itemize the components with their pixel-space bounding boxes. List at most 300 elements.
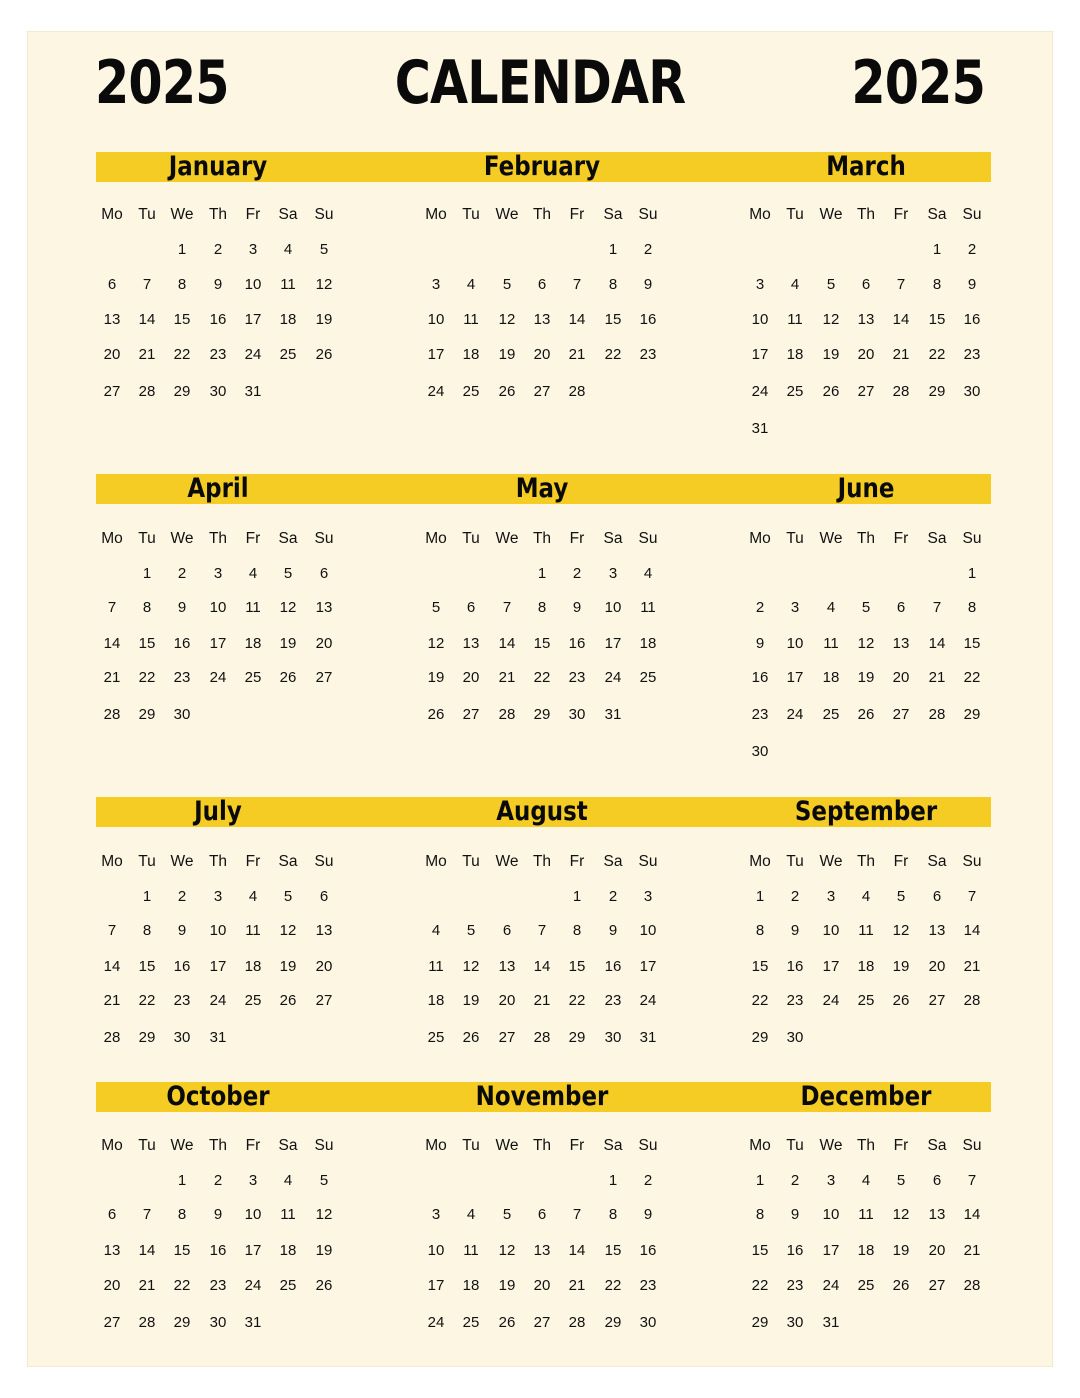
day-march-23: 23 — [963, 346, 981, 363]
day-january-28: 28 — [138, 383, 156, 400]
day-july-5: 5 — [283, 888, 293, 905]
day-august-21: 21 — [533, 992, 551, 1009]
weekday-label-fr: Fr — [569, 1137, 585, 1154]
day-february-23: 23 — [639, 346, 657, 363]
day-october-20: 20 — [103, 1277, 121, 1294]
day-december-26: 26 — [892, 1277, 910, 1294]
day-june-23: 23 — [751, 706, 769, 723]
day-march-8: 8 — [932, 276, 942, 293]
day-august-24: 24 — [639, 992, 657, 1009]
day-april-17: 17 — [209, 635, 227, 652]
day-january-12: 12 — [315, 276, 333, 293]
day-may-28: 28 — [498, 706, 516, 723]
day-november-6: 6 — [537, 1206, 547, 1223]
day-december-8: 8 — [755, 1206, 765, 1223]
day-january-30: 30 — [209, 383, 227, 400]
day-july-29: 29 — [138, 1029, 156, 1046]
day-august-11: 11 — [428, 958, 444, 975]
day-march-4: 4 — [790, 276, 800, 293]
weekday-label-tu: Tu — [786, 853, 804, 870]
weekday-label-fr: Fr — [245, 206, 261, 223]
weekday-label-fr: Fr — [893, 853, 909, 870]
day-december-25: 25 — [857, 1277, 875, 1294]
day-may-23: 23 — [568, 669, 586, 686]
weekday-label-sa: Sa — [278, 1137, 298, 1154]
day-april-11: 11 — [245, 599, 261, 616]
day-february-3: 3 — [431, 276, 441, 293]
day-may-29: 29 — [533, 706, 551, 723]
weekday-label-we: We — [819, 853, 843, 870]
day-july-25: 25 — [244, 992, 262, 1009]
weekday-label-tu: Tu — [462, 1137, 480, 1154]
day-june-1: 1 — [967, 565, 977, 582]
day-august-30: 30 — [604, 1029, 622, 1046]
day-may-25: 25 — [639, 669, 657, 686]
day-august-9: 9 — [608, 922, 618, 939]
weekday-label-th: Th — [856, 853, 876, 870]
month-title-october: October — [166, 1081, 270, 1112]
weekday-label-th: Th — [532, 1137, 552, 1154]
day-august-23: 23 — [604, 992, 622, 1009]
day-november-25: 25 — [462, 1314, 480, 1331]
day-march-17: 17 — [751, 346, 769, 363]
day-july-31: 31 — [209, 1029, 227, 1046]
weekday-label-fr: Fr — [893, 206, 909, 223]
day-august-29: 29 — [568, 1029, 586, 1046]
day-november-12: 12 — [498, 1242, 516, 1259]
day-december-19: 19 — [892, 1242, 910, 1259]
day-november-10: 10 — [427, 1242, 445, 1259]
month-title-september: September — [794, 796, 938, 827]
day-june-5: 5 — [861, 599, 871, 616]
weekday-label-we: We — [819, 530, 843, 547]
day-october-24: 24 — [244, 1277, 262, 1294]
day-june-22: 22 — [963, 669, 981, 686]
day-january-17: 17 — [244, 311, 262, 328]
day-july-3: 3 — [213, 888, 223, 905]
day-june-17: 17 — [786, 669, 804, 686]
weekday-label-tu: Tu — [786, 206, 804, 223]
day-january-9: 9 — [213, 276, 223, 293]
day-september-26: 26 — [892, 992, 910, 1009]
month-title-february: February — [483, 151, 601, 182]
day-july-17: 17 — [209, 958, 227, 975]
day-october-10: 10 — [244, 1206, 262, 1223]
day-september-3: 3 — [826, 888, 836, 905]
day-october-5: 5 — [319, 1172, 329, 1189]
day-july-7: 7 — [107, 922, 117, 939]
day-december-1: 1 — [755, 1172, 765, 1189]
day-may-30: 30 — [568, 706, 586, 723]
weekday-label-th: Th — [208, 853, 228, 870]
day-december-30: 30 — [786, 1314, 804, 1331]
weekday-label-mo: Mo — [101, 853, 123, 870]
day-january-31: 31 — [244, 383, 262, 400]
weekday-label-we: We — [819, 206, 843, 223]
day-october-1: 1 — [177, 1172, 187, 1189]
day-may-20: 20 — [462, 669, 480, 686]
day-may-9: 9 — [572, 599, 582, 616]
day-july-24: 24 — [209, 992, 227, 1009]
day-january-11: 11 — [280, 276, 296, 293]
day-march-6: 6 — [861, 276, 871, 293]
day-march-29: 29 — [928, 383, 946, 400]
day-september-4: 4 — [861, 888, 871, 905]
day-march-19: 19 — [822, 346, 840, 363]
weekday-label-mo: Mo — [425, 853, 447, 870]
weekday-label-sa: Sa — [603, 530, 623, 547]
day-may-13: 13 — [462, 635, 480, 652]
day-december-20: 20 — [928, 1242, 946, 1259]
day-january-25: 25 — [279, 346, 297, 363]
day-february-15: 15 — [604, 311, 622, 328]
day-june-30: 30 — [751, 743, 769, 760]
day-april-25: 25 — [244, 669, 262, 686]
day-august-14: 14 — [533, 958, 551, 975]
weekday-label-we: We — [170, 206, 194, 223]
weekday-label-mo: Mo — [425, 206, 447, 223]
day-december-12: 12 — [892, 1206, 910, 1223]
weekday-label-sa: Sa — [603, 206, 623, 223]
year-left: 2025 — [95, 48, 229, 118]
weekday-label-sa: Sa — [927, 1137, 947, 1154]
day-may-19: 19 — [427, 669, 445, 686]
day-april-6: 6 — [319, 565, 329, 582]
day-march-28: 28 — [892, 383, 910, 400]
day-december-17: 17 — [822, 1242, 840, 1259]
day-june-14: 14 — [928, 635, 946, 652]
day-july-19: 19 — [279, 958, 297, 975]
day-april-14: 14 — [103, 635, 121, 652]
day-june-28: 28 — [928, 706, 946, 723]
day-may-1: 1 — [537, 565, 547, 582]
day-october-17: 17 — [244, 1242, 262, 1259]
day-may-31: 31 — [604, 706, 622, 723]
day-november-15: 15 — [604, 1242, 622, 1259]
day-july-22: 22 — [138, 992, 156, 1009]
day-june-8: 8 — [967, 599, 977, 616]
weekday-label-su: Su — [638, 1137, 658, 1154]
day-september-21: 21 — [963, 958, 981, 975]
weekday-label-fr: Fr — [893, 1137, 909, 1154]
day-may-12: 12 — [427, 635, 445, 652]
day-june-20: 20 — [892, 669, 910, 686]
weekday-label-su: Su — [314, 853, 334, 870]
weekday-label-fr: Fr — [569, 206, 585, 223]
day-november-14: 14 — [568, 1242, 586, 1259]
day-october-31: 31 — [244, 1314, 262, 1331]
day-august-28: 28 — [533, 1029, 551, 1046]
day-september-18: 18 — [857, 958, 875, 975]
day-september-13: 13 — [928, 922, 946, 939]
day-may-21: 21 — [498, 669, 516, 686]
day-february-26: 26 — [498, 383, 516, 400]
day-november-22: 22 — [604, 1277, 622, 1294]
day-july-14: 14 — [103, 958, 121, 975]
day-september-30: 30 — [786, 1029, 804, 1046]
weekday-label-tu: Tu — [462, 853, 480, 870]
day-september-27: 27 — [928, 992, 946, 1009]
month-title-december: December — [800, 1081, 932, 1112]
day-july-18: 18 — [244, 958, 262, 975]
day-december-7: 7 — [967, 1172, 977, 1189]
day-may-7: 7 — [502, 599, 512, 616]
weekday-label-tu: Tu — [138, 853, 156, 870]
day-march-11: 11 — [787, 311, 803, 328]
weekday-label-sa: Sa — [278, 853, 298, 870]
day-march-20: 20 — [857, 346, 875, 363]
year-right: 2025 — [851, 48, 985, 118]
day-july-4: 4 — [248, 888, 258, 905]
day-january-19: 19 — [315, 311, 333, 328]
day-november-23: 23 — [639, 1277, 657, 1294]
day-december-9: 9 — [790, 1206, 800, 1223]
weekday-label-mo: Mo — [425, 1137, 447, 1154]
weekday-label-mo: Mo — [101, 530, 123, 547]
day-april-23: 23 — [173, 669, 191, 686]
day-april-12: 12 — [279, 599, 297, 616]
day-november-18: 18 — [462, 1277, 480, 1294]
day-march-15: 15 — [928, 311, 946, 328]
day-october-30: 30 — [209, 1314, 227, 1331]
day-may-5: 5 — [431, 599, 441, 616]
weekday-label-sa: Sa — [927, 853, 947, 870]
day-august-26: 26 — [462, 1029, 480, 1046]
day-august-31: 31 — [639, 1029, 657, 1046]
day-september-7: 7 — [967, 888, 977, 905]
day-january-8: 8 — [177, 276, 187, 293]
weekday-label-we: We — [170, 853, 194, 870]
day-november-4: 4 — [466, 1206, 476, 1223]
day-january-7: 7 — [142, 276, 152, 293]
day-july-9: 9 — [177, 922, 187, 939]
day-november-28: 28 — [568, 1314, 586, 1331]
weekday-label-tu: Tu — [786, 530, 804, 547]
day-may-26: 26 — [427, 706, 445, 723]
day-september-20: 20 — [928, 958, 946, 975]
day-october-2: 2 — [213, 1172, 223, 1189]
weekday-label-th: Th — [208, 1137, 228, 1154]
weekday-label-we: We — [495, 1137, 519, 1154]
month-title-july: July — [194, 796, 242, 827]
day-june-9: 9 — [755, 635, 765, 652]
day-october-25: 25 — [279, 1277, 297, 1294]
day-august-2: 2 — [608, 888, 618, 905]
day-march-13: 13 — [857, 311, 875, 328]
weekday-label-sa: Sa — [278, 206, 298, 223]
day-january-18: 18 — [279, 311, 297, 328]
day-november-7: 7 — [572, 1206, 582, 1223]
day-april-4: 4 — [248, 565, 258, 582]
weekday-label-fr: Fr — [245, 853, 261, 870]
day-february-5: 5 — [502, 276, 512, 293]
weekday-label-mo: Mo — [749, 206, 771, 223]
day-april-18: 18 — [244, 635, 262, 652]
day-july-26: 26 — [279, 992, 297, 1009]
weekday-label-th: Th — [856, 1137, 876, 1154]
day-february-1: 1 — [608, 241, 618, 258]
day-august-13: 13 — [498, 958, 516, 975]
day-june-25: 25 — [822, 706, 840, 723]
day-february-12: 12 — [498, 311, 516, 328]
day-october-9: 9 — [213, 1206, 223, 1223]
day-december-2: 2 — [790, 1172, 800, 1189]
day-august-22: 22 — [568, 992, 586, 1009]
weekday-label-fr: Fr — [245, 1137, 261, 1154]
day-january-2: 2 — [213, 241, 223, 258]
day-december-6: 6 — [932, 1172, 942, 1189]
day-november-30: 30 — [639, 1314, 657, 1331]
day-july-20: 20 — [315, 958, 333, 975]
day-february-2: 2 — [643, 241, 653, 258]
day-june-10: 10 — [786, 635, 804, 652]
weekday-label-su: Su — [314, 206, 334, 223]
day-august-20: 20 — [498, 992, 516, 1009]
day-august-4: 4 — [431, 922, 441, 939]
weekday-label-th: Th — [208, 206, 228, 223]
day-february-24: 24 — [427, 383, 445, 400]
day-november-20: 20 — [533, 1277, 551, 1294]
day-august-1: 1 — [572, 888, 582, 905]
day-october-16: 16 — [209, 1242, 227, 1259]
day-june-19: 19 — [857, 669, 875, 686]
day-september-10: 10 — [822, 922, 840, 939]
day-june-27: 27 — [892, 706, 910, 723]
day-september-9: 9 — [790, 922, 800, 939]
day-december-3: 3 — [826, 1172, 836, 1189]
month-title-april: April — [187, 473, 249, 504]
weekday-label-we: We — [495, 530, 519, 547]
day-march-27: 27 — [857, 383, 875, 400]
weekday-label-tu: Tu — [462, 530, 480, 547]
day-january-23: 23 — [209, 346, 227, 363]
weekday-label-mo: Mo — [101, 1137, 123, 1154]
day-may-10: 10 — [604, 599, 622, 616]
day-november-27: 27 — [533, 1314, 551, 1331]
month-title-january: January — [168, 151, 268, 182]
day-january-15: 15 — [173, 311, 191, 328]
day-january-27: 27 — [103, 383, 121, 400]
day-march-21: 21 — [892, 346, 910, 363]
day-april-3: 3 — [213, 565, 223, 582]
day-august-10: 10 — [639, 922, 657, 939]
day-june-15: 15 — [963, 635, 981, 652]
weekday-label-fr: Fr — [893, 530, 909, 547]
day-september-22: 22 — [751, 992, 769, 1009]
day-march-24: 24 — [751, 383, 769, 400]
month-title-may: May — [515, 473, 569, 504]
weekday-label-th: Th — [856, 530, 876, 547]
weekday-label-su: Su — [962, 206, 982, 223]
day-may-2: 2 — [572, 565, 582, 582]
day-september-25: 25 — [857, 992, 875, 1009]
day-october-15: 15 — [173, 1242, 191, 1259]
day-january-16: 16 — [209, 311, 227, 328]
day-may-18: 18 — [639, 635, 657, 652]
day-july-15: 15 — [138, 958, 156, 975]
day-january-13: 13 — [103, 311, 121, 328]
day-january-6: 6 — [107, 276, 117, 293]
day-march-16: 16 — [963, 311, 981, 328]
day-august-18: 18 — [427, 992, 445, 1009]
page-title: CALENDAR — [394, 48, 686, 118]
day-april-22: 22 — [138, 669, 156, 686]
day-december-21: 21 — [963, 1242, 981, 1259]
day-july-1: 1 — [142, 888, 152, 905]
weekday-label-fr: Fr — [569, 530, 585, 547]
day-may-14: 14 — [498, 635, 516, 652]
day-june-7: 7 — [932, 599, 942, 616]
day-march-9: 9 — [967, 276, 977, 293]
day-april-21: 21 — [103, 669, 121, 686]
weekday-label-fr: Fr — [569, 853, 585, 870]
day-september-15: 15 — [751, 958, 769, 975]
day-august-5: 5 — [466, 922, 476, 939]
day-january-4: 4 — [283, 241, 293, 258]
day-september-19: 19 — [892, 958, 910, 975]
day-may-24: 24 — [604, 669, 622, 686]
day-july-2: 2 — [177, 888, 187, 905]
calendar-page — [27, 31, 1053, 1367]
day-april-2: 2 — [177, 565, 187, 582]
day-july-30: 30 — [173, 1029, 191, 1046]
month-title-june: June — [837, 473, 895, 504]
day-december-31: 31 — [822, 1314, 840, 1331]
day-april-5: 5 — [283, 565, 293, 582]
day-september-28: 28 — [963, 992, 981, 1009]
day-october-26: 26 — [315, 1277, 333, 1294]
weekday-label-tu: Tu — [138, 1137, 156, 1154]
day-february-17: 17 — [427, 346, 445, 363]
day-december-23: 23 — [786, 1277, 804, 1294]
weekday-label-fr: Fr — [245, 530, 261, 547]
day-april-9: 9 — [177, 599, 187, 616]
day-november-3: 3 — [431, 1206, 441, 1223]
weekday-label-th: Th — [532, 853, 552, 870]
day-may-27: 27 — [462, 706, 480, 723]
day-october-29: 29 — [173, 1314, 191, 1331]
day-march-22: 22 — [928, 346, 946, 363]
weekday-label-we: We — [170, 530, 194, 547]
day-february-14: 14 — [568, 311, 586, 328]
day-october-28: 28 — [138, 1314, 156, 1331]
day-may-15: 15 — [533, 635, 551, 652]
day-november-16: 16 — [639, 1242, 657, 1259]
day-october-11: 11 — [280, 1206, 296, 1223]
day-september-29: 29 — [751, 1029, 769, 1046]
day-february-6: 6 — [537, 276, 547, 293]
day-december-5: 5 — [896, 1172, 906, 1189]
day-october-27: 27 — [103, 1314, 121, 1331]
day-june-4: 4 — [826, 599, 836, 616]
day-december-27: 27 — [928, 1277, 946, 1294]
day-january-21: 21 — [138, 346, 156, 363]
day-december-15: 15 — [751, 1242, 769, 1259]
day-november-26: 26 — [498, 1314, 516, 1331]
day-october-8: 8 — [177, 1206, 187, 1223]
day-october-21: 21 — [138, 1277, 156, 1294]
day-august-27: 27 — [498, 1029, 516, 1046]
day-february-22: 22 — [604, 346, 622, 363]
day-august-6: 6 — [502, 922, 512, 939]
day-february-9: 9 — [643, 276, 653, 293]
day-may-6: 6 — [466, 599, 476, 616]
day-november-1: 1 — [608, 1172, 618, 1189]
day-october-3: 3 — [248, 1172, 258, 1189]
day-august-12: 12 — [462, 958, 480, 975]
day-april-27: 27 — [315, 669, 333, 686]
day-march-26: 26 — [822, 383, 840, 400]
